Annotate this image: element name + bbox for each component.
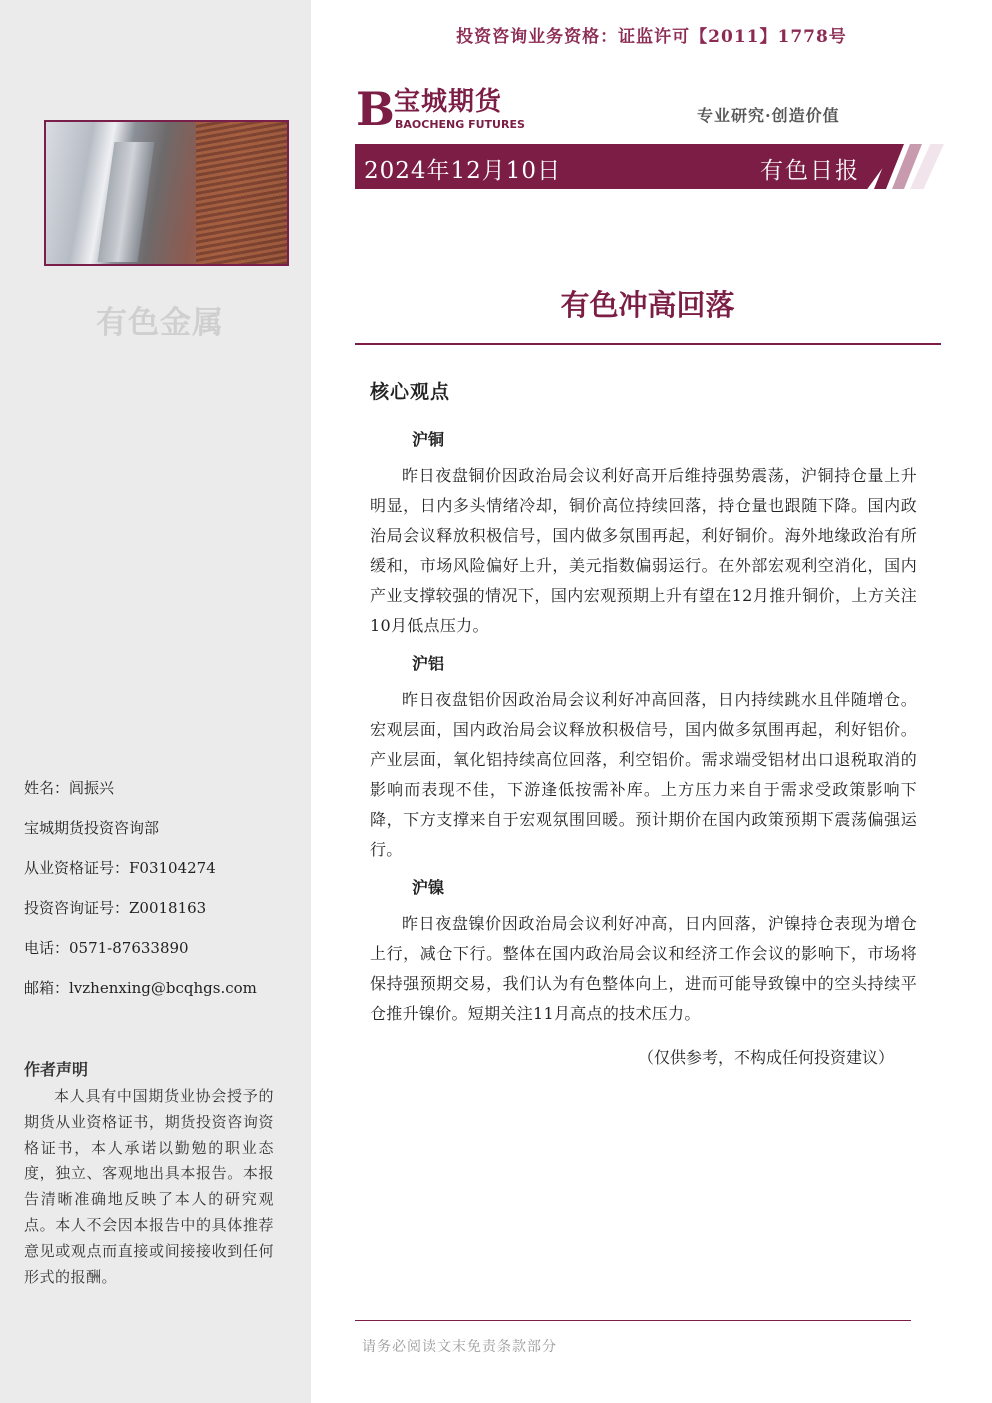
core-views [370, 425, 917, 1037]
author-info [24, 778, 294, 1018]
slogan: 专业研究·创造价值 [697, 106, 840, 125]
cover-photo-copper-coil [196, 122, 289, 264]
author-email: 邮箱：lvzhenxing@bcqhgs.com [24, 979, 257, 997]
aluminum-paragraph: 昨日夜盘铝价因政治局会议利好冲高回落，日内持续跳水且伴随增仓。宏观层面，国内政治局会议释放积极信号，国内做多氛围再起，利好铝价。产业层面，氧化铝持续高位回落，利空铝价。需求端受铝材出口退税取消的影响而表现不佳，下游逢低按需补库。上方压力来自于需求受政策影响下降，下方支撑来自于宏观氛围回暖。预计期价在国内政策预期下震荡偏强运行。 [370, 690, 917, 859]
reference-note: （仅供参考，不构成任何投资建议） [638, 1048, 895, 1067]
author-name: 姓名：闾振兴 [24, 779, 115, 797]
nickel-paragraph: 昨日夜盘镍价因政治局会议利好冲高，日内回落，沪镍持仓表现为增仓上行，减仓下行。整体在国内政治局会议和经济工作会议的影响下，市场将保持强预期交易，我们认为有色整体向上，进而可能导致镍中的空头持续平仓推升镍价。短期关注11月高点的技术压力。 [370, 914, 917, 1023]
copper-heading: 沪铜 [412, 430, 445, 449]
footer-divider [355, 1320, 911, 1321]
license-note: 投资咨询业务资格：证监许可【2011】1778号 [456, 27, 847, 47]
report-date: 2024年12月10日 [364, 158, 562, 184]
sector-title: 有色金属 [96, 305, 224, 341]
logo-cn-name: 宝城期货 [394, 87, 503, 117]
sidebar [0, 0, 311, 1403]
footer-disclaimer: 请务必阅读文末免责条款部分 [362, 1339, 557, 1355]
cover-photo-cylinder [98, 142, 155, 262]
author-qualification: 从业资格证号：F03104274 [24, 859, 216, 877]
logo-mark-icon: B [356, 82, 395, 136]
page-title: 有色冲高回落 [560, 288, 735, 322]
cover-photo [44, 120, 289, 266]
company-logo [356, 82, 526, 136]
section-title: 核心观点 [370, 381, 451, 403]
author-consult-no: 投资咨询证号：Z0018163 [24, 899, 207, 917]
author-dept: 宝城期货投资咨询部 [24, 819, 160, 837]
title-divider [355, 343, 941, 345]
declaration-body: 本人具有中国期货业协会授予的期货从业资格证书，期货投资咨询资格证书，本人承诺以勤勉的职业态度，独立、客观地出具本报告。本报告清晰准确地反映了本人的研究观点。本人不会因本报告中的具体推荐意见或观点而直接或间接接收到任何形式的报酬。 [24, 1087, 274, 1286]
logo-en-name: BAOCHENG FUTURES [395, 118, 525, 131]
author-phone: 电话：0571-87633890 [24, 939, 189, 957]
copper-paragraph: 昨日夜盘铜价因政治局会议利好高开后维持强势震荡，沪铜持仓量上升明显，日内多头情绪冷却，铜价高位持续回落，持仓量也跟随下降。国内政治局会议释放积极信号，国内做多氛围再起，利好铜价。海外地缘政治有所缓和，市场风险偏好上升，美元指数偏弱运行。在外部宏观利空消化，国内产业支撑较强的情况下，国内宏观预期上升有望在12月推升铜价，上方关注10月低点压力。 [370, 466, 917, 635]
report-type: 有色日报 [760, 158, 860, 184]
aluminum-heading: 沪铝 [412, 654, 445, 673]
nickel-heading: 沪镍 [412, 878, 445, 897]
declaration-title: 作者声明 [24, 1060, 89, 1079]
